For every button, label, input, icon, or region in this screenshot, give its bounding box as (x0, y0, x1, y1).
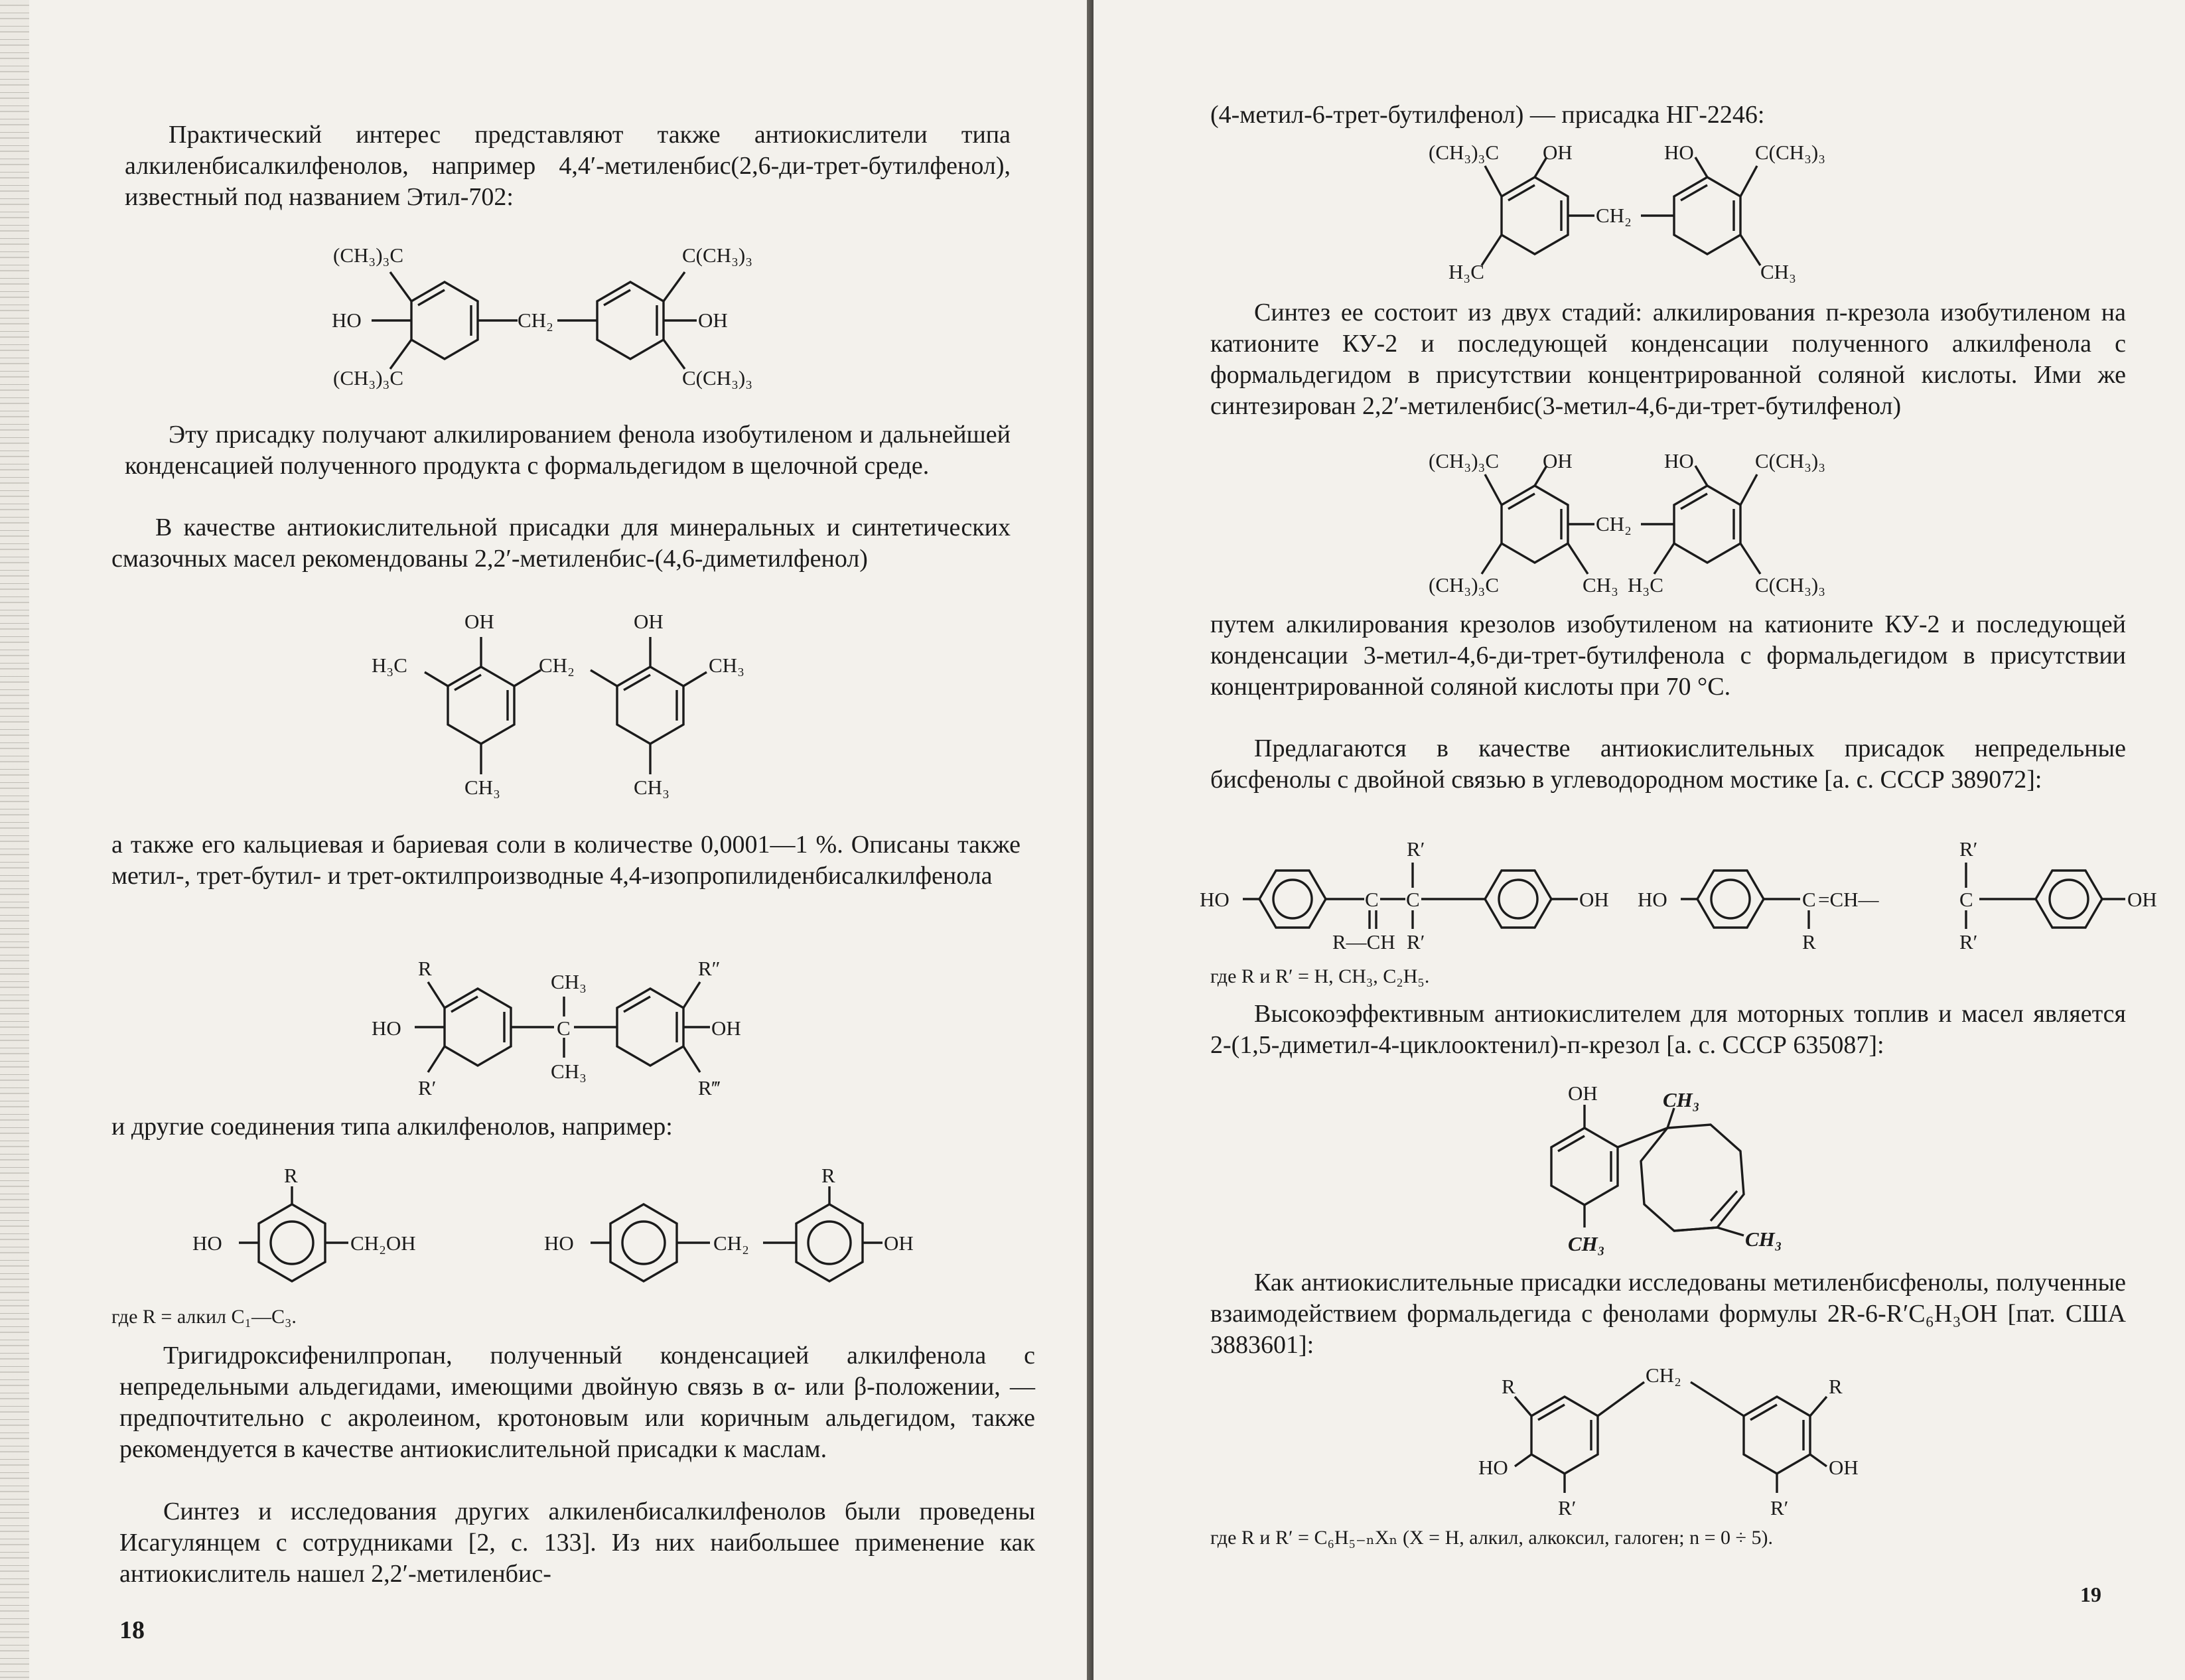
hydroxyl-label: OH (634, 610, 664, 633)
hydroxyl-label: OH (1543, 449, 1573, 472)
substituent-R: R (1802, 930, 1816, 953)
benzene-ring (1502, 177, 1568, 254)
paragraph: Синтез и исследования других алкиленбисалкилфенолов были проведены Исагулянцем с сотрудниками [2, с. 133]. Из них наибольшее применение как антиокислитель нашел 2,2′-метиленбис- (119, 1498, 1035, 1588)
page-number: 18 (119, 1616, 145, 1644)
carbon-label: C (1959, 888, 1973, 911)
benzene-ring (1502, 486, 1568, 563)
page-number: 19 (2080, 1582, 2101, 1606)
paragraph: В качестве антиокислительной присадки для минеральных и синтетических смазочных масел рекомендованы 2,2′-метиленбис-(4,6-диметилфенол) (111, 514, 1011, 573)
substituent-R-prime: R′ (1959, 837, 1978, 861)
hydroxyl-label: HO (332, 309, 362, 332)
structure-isopropylidene-bisphenol (372, 942, 796, 1135)
hydroxyl-label: HO (1664, 141, 1694, 164)
paragraph: путем алкилирования крезолов изобутиленом на катионите КУ-2 и последующей конденсации 3-метил-4,6-ди-трет-бутилфенола с формальдегидом в присутствии концентрированной соляной кислоты при 70 °C. (1210, 610, 2126, 701)
paragraph: и другие соединения типа алкилфенолов, например: (111, 1113, 673, 1141)
paragraph: Как антиокислительные присадки исследованы метиленбисфенолы, полученные взаимодействием формальдегида с фенолами формулы 2R-6-R′C₆H₃OH [пат. США 3883601]: (1210, 1269, 2126, 1359)
paragraph: Тригидроксифенилпропан, полученный конденсацией алкилфенола с непредельными альдегидами, имеющими двойную связь в α- или β-положении, — предпочтительно с акролеином, кротоновым или коричным альдегидом, также рекомендуется в качестве антиокислительной присадки к маслам. (119, 1342, 1035, 1463)
structure-ethyl-702 (318, 232, 823, 398)
tert-butyl-label: C(CH₃)₃ (1755, 449, 1826, 472)
hydroxyl-label: OH (1568, 1082, 1598, 1105)
benzene-ring (610, 1204, 677, 1281)
substituent-R-double-prime: R″ (698, 957, 721, 980)
substituent-R: R (1502, 1375, 1515, 1398)
hydroxyl-label: OH (698, 309, 728, 332)
methylene-label: CH₂ (1596, 204, 1632, 227)
tert-butyl-label: (CH₃)₃C (1429, 141, 1500, 164)
methyl-label: H₃C (1628, 573, 1663, 596)
substituent-R-prime: R′ (1407, 930, 1425, 953)
hydroxyl-label: OH (1829, 1456, 1859, 1479)
benzene-ring (1259, 871, 1326, 928)
substituent-R: R (284, 1164, 298, 1187)
hydroxyl-label: HO (192, 1231, 222, 1255)
substituent-R: R (821, 1164, 835, 1187)
substituent-R-triple-prime: R‴ (698, 1076, 721, 1099)
benzene-ring (1674, 177, 1740, 254)
substituent-R-prime: R′ (1770, 1496, 1789, 1519)
benzene-ring (617, 667, 683, 744)
carbon-label: C (557, 1016, 571, 1040)
paragraph: Высокоэффективным антиокислителем для моторных топлив и масел является 2-(1,5-диметил-4-циклооктенил)-п-крезол [а. с. СССР 635087]: (1210, 1000, 2126, 1059)
vinylene-label: =CH— (1818, 888, 1879, 911)
hydroxyl-label: HO (544, 1231, 574, 1255)
substituent-R: R (1829, 1375, 1843, 1398)
hydroxyl-label: OH (464, 610, 494, 633)
hydroxyl-label: OH (1579, 888, 1609, 911)
substituent-R-prime: R′ (1558, 1496, 1577, 1519)
methylene-label: CH₂ (1596, 512, 1632, 535)
methyl-label: CH₃ (551, 1060, 587, 1083)
footnote: где R и R′ = C₆H₅₋ₙXₙ (X = H, алкил, алкоксил, галоген; n = 0 ÷ 5). (1210, 1527, 1773, 1549)
substituent-R-prime: R′ (1959, 930, 1978, 953)
benzene-ring (1551, 1128, 1618, 1205)
benzene-ring (796, 1204, 863, 1281)
structure-methylenebis-dimethylphenol (372, 600, 770, 813)
paragraph: Предлагаются в качестве антиокислительных присадок непредельные бисфенолы с двойной связью в углеводородном мостике [а. с. СССР 389072]: (1210, 735, 2126, 794)
benzene-ring (1697, 871, 1764, 928)
benzene-ring (1744, 1397, 1810, 1474)
methyl-label: CH₃ (1583, 573, 1618, 596)
benzene-ring (445, 989, 511, 1066)
tert-butyl-label: C(CH₃)₃ (1755, 573, 1826, 596)
tert-butyl-label: C(CH₃)₃ (1755, 141, 1826, 164)
methyl-label: H₃C (1448, 260, 1484, 283)
methylene-label: CH₂ (1646, 1364, 1681, 1387)
methylene-label: CH₂ (713, 1231, 749, 1255)
hydroxyl-label: HO (1200, 888, 1230, 911)
methyl-label: CH₃ (709, 654, 744, 677)
structure-ng-2246 (1429, 136, 1906, 295)
structure-cyclooctenyl-cresol (1518, 1082, 1863, 1267)
benzene-ring (2036, 871, 2102, 928)
paragraph: а также его кальциевая и бариевая соли в количестве 0,0001—1 %. Описаны также метил-, трет-бутил- и трет-октилпроизводные 4,4-изопропилиденбисалкилфенола (111, 831, 1021, 890)
tert-butyl-label: (CH₃)₃C (1429, 573, 1500, 596)
methyl-label: CH₃ (1745, 1227, 1782, 1251)
structure-methylenebis-methyl-di-tert-butylphenol (1429, 445, 1933, 604)
benzene-ring (1674, 486, 1740, 563)
footnote: где R и R′ = H, CH₃, C₂H₅. (1210, 965, 1430, 987)
hydroxyl-label: HO (1664, 449, 1694, 472)
methylene-label: CH₂ (539, 654, 575, 677)
structure-alkylphenol-examples (192, 1164, 989, 1281)
paragraph: (4-метил-6-трет-бутилфенол) — присадка НГ-2246: (1210, 101, 1765, 129)
benzene-ring (1485, 871, 1551, 928)
substituent-R-prime: R′ (418, 1076, 437, 1099)
hydroxyl-label: HO (1478, 1456, 1508, 1479)
tert-butyl-label: (CH₃)₃C (1429, 449, 1500, 472)
benzene-ring (617, 989, 683, 1066)
hydroxyl-label: OH (884, 1231, 914, 1255)
methyl-label: CH₃ (551, 970, 587, 993)
structure-methylenebisphenol-general (1465, 1357, 1943, 1529)
substituent-R: R (418, 957, 432, 980)
hydroxyl-label: OH (711, 1016, 741, 1040)
hydroxyl-label: HO (372, 1016, 401, 1040)
carbon-label: C (1802, 888, 1816, 911)
methyl-label: CH₃ (1663, 1088, 1700, 1111)
benzene-ring (448, 667, 514, 744)
substituent-R-prime: R′ (1407, 837, 1425, 861)
tert-butyl-label: C(CH₃)₃ (682, 366, 753, 389)
tert-butyl-label: (CH₃)₃C (333, 244, 404, 267)
footnote: где R = алкил C₁—C₃. (111, 1306, 297, 1328)
methyl-label: CH₃ (1760, 260, 1796, 283)
paragraph: Практический интерес представляют также антиокислители типа алкиленбисалкилфенолов, например 4,4′-метиленбис(2,6-ди-трет-бутилфенол), известный под названием Этил-702: (125, 121, 1011, 211)
carbon-label: C (1406, 888, 1420, 911)
benzene-ring (259, 1204, 325, 1281)
alkylidene-label: R—CH (1332, 930, 1395, 953)
structure-unsaturated-bisphenols (1200, 829, 2175, 969)
hydroxyl-label: OH (2127, 888, 2157, 911)
tert-butyl-label: (CH₃)₃C (333, 366, 404, 389)
carbon-label: C (1365, 888, 1379, 911)
methyl-label: H₃C (372, 654, 407, 677)
methylene-label: CH₂ (518, 309, 553, 332)
benzene-ring (1531, 1397, 1598, 1474)
tert-butyl-label: C(CH₃)₃ (682, 244, 753, 267)
benzene-ring (411, 282, 478, 359)
hydroxyl-label: HO (1638, 888, 1667, 911)
benzene-ring (597, 282, 664, 359)
methyl-label: CH₃ (464, 776, 500, 799)
methyl-label: CH₃ (1568, 1232, 1605, 1255)
right-page (1093, 0, 2185, 1680)
left-page (0, 0, 1088, 1680)
paragraph: Синтез ее состоит из двух стадий: алкилирования п-крезола изобутиленом на катионите КУ-2 и последующей конденсации полученного алкилфенола с формальдегидом в присутствии концентрированной соляной кислоты. Ими же синтезирован 2,2′-метиленбис(3-метил-4,6-ди-трет-бутилфенол) (1210, 299, 2126, 420)
paragraph: Эту присадку получают алкилированием фенола изобутиленом и дальнейшей конденсацией полученного продукта с формальдегидом в щелочной среде. (125, 421, 1011, 480)
page-edge-texture (0, 0, 29, 1680)
methyl-label: CH₃ (634, 776, 670, 799)
hydroxyl-label: OH (1543, 141, 1573, 164)
hydroxymethyl-label: CH₂OH (350, 1231, 416, 1255)
